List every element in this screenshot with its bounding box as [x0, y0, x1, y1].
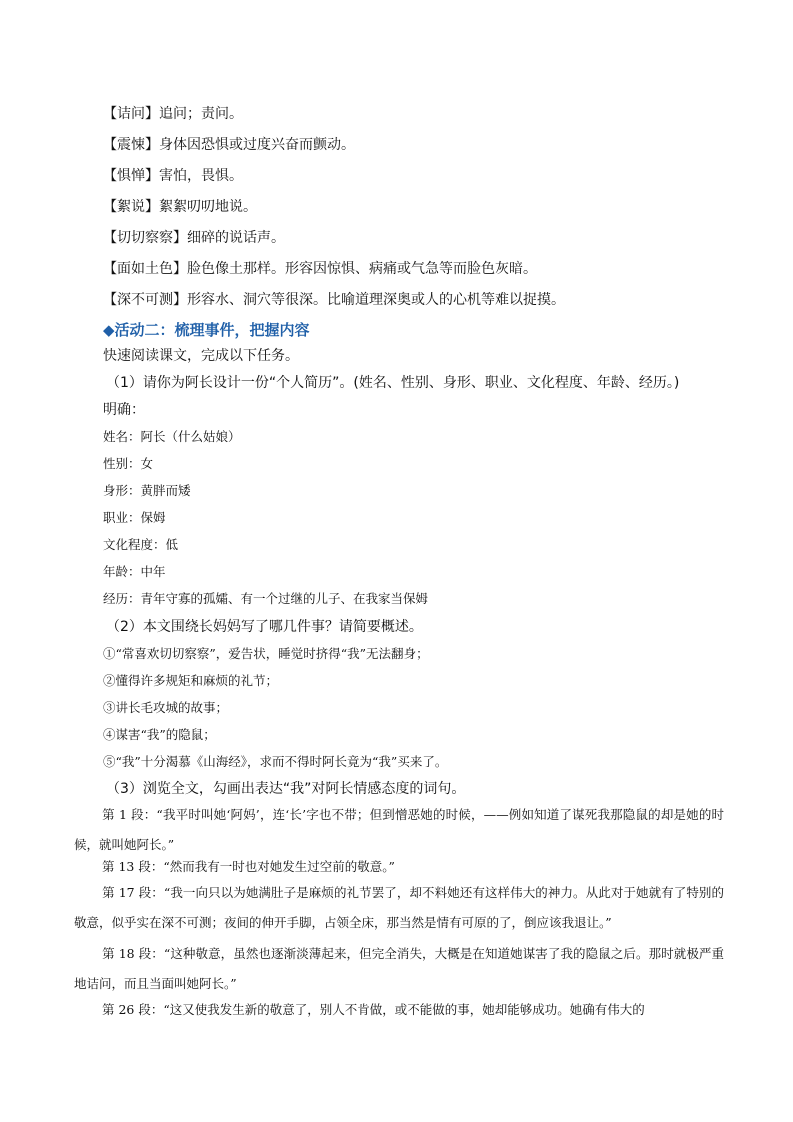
event-item: ①“常喜欢切切察察”，爱告状，睡觉时挤得“我”无法翻身； [103, 646, 429, 661]
activity-intro: 快速阅读课文，完成以下任务。 [103, 348, 299, 364]
quote-paragraph: 第 1 段：“我平时叫她‘阿妈’，连‘长’字也不带；但到憎恶她的时候，——例如知道了谋死我那隐鼠的却是她的时候，就叫她阿长。” [74, 807, 724, 852]
vocab-term: 【絮说】 [103, 199, 159, 215]
vocab-definition: 脸色像土那样。形容因惊惧、病痛或气急等而脸色灰暗。 [187, 261, 537, 277]
vocab-term: 【面如土色】 [103, 261, 187, 277]
vocab-definition: 细碎的说话声。 [187, 230, 285, 246]
diamond-icon: ◆ [103, 321, 115, 339]
question-1: （1）请你为阿长设计一份“个人简历”。(姓名、性别、身形、职业、文化程度、年龄、经历。) [106, 375, 680, 391]
vocab-entry [103, 166, 243, 186]
vocab-definition: 追问；责问。 [159, 106, 243, 122]
vocab-term: 【诘问】 [103, 106, 159, 122]
vocab-entry [103, 104, 243, 124]
section-heading [103, 320, 310, 340]
vocab-entry [103, 290, 565, 310]
resume-line: 职业：保姆 [103, 510, 166, 525]
event-item: ⑤“我”十分渴慕《山海经》，求而不得时阿长竟为“我”买来了。 [103, 754, 448, 769]
event-item: ④谋害“我”的隐鼠； [103, 727, 216, 742]
quote-paragraph: 第 17 段：“我一向只以为她满肚子是麻烦的礼节罢了，却不料她还有这样伟大的神力。从此对于她就有了特别的敬意，似乎实在深不可测；夜间的伸开手脚，占领全床，那当然是情有可原的了，倒应该我退让。” [74, 885, 724, 930]
resume-line: 身形：黄胖而矮 [103, 483, 191, 498]
vocab-definition: 身体因恐惧或过度兴奋而颤动。 [159, 137, 355, 153]
quote-paragraph: 第 26 段：“这又使我发生新的敬意了，别人不肯做，或不能做的事，她却能够成功。她确有伟大的 [102, 1002, 645, 1017]
vocab-entry [103, 228, 285, 248]
resume-line: 年龄：中年 [103, 564, 166, 579]
question-2: （2）本文围绕长妈妈写了哪几件事？请简要概述。 [106, 619, 423, 635]
question-3: （3）浏览全文，勾画出表达“我”对阿长情感态度的词句。 [106, 781, 466, 797]
event-item: ②懂得许多规矩和麻烦的礼节； [103, 673, 279, 688]
vocab-definition: 害怕，畏惧。 [159, 168, 243, 184]
vocab-definition: 形容水、洞穴等很深。比喻道理深奥或人的心机等难以捉摸。 [187, 292, 565, 308]
event-item: ③讲长毛攻城的故事； [103, 700, 229, 715]
resume-line: 姓名：阿长（什么姑娘） [103, 429, 241, 444]
vocab-entry [103, 259, 537, 279]
vocab-term: 【惧惮】 [103, 168, 159, 184]
answer-label: 明确： [103, 402, 145, 418]
vocab-entry [103, 197, 257, 217]
section-title: 活动二：梳理事件，把握内容 [114, 321, 310, 339]
vocab-definition: 絮絮叨叨地说。 [159, 199, 257, 215]
resume-line: 经历：青年守寡的孤孀、有一个过继的儿子、在我家当保姆 [103, 591, 429, 606]
vocab-entry [103, 135, 355, 155]
quote-paragraph: 第 13 段：“然而我有一时也对她发生过空前的敬意。” [102, 859, 395, 874]
vocab-term: 【切切察察】 [103, 230, 187, 246]
resume-line: 性别：女 [103, 456, 154, 471]
quote-paragraph: 第 18 段：“这种敬意，虽然也逐渐淡薄起来，但完全消失，大概是在知道她谋害了我的隐鼠之后。那时就极严重地诘问，而且当面叫她阿长。” [74, 946, 724, 991]
resume-line: 文化程度：低 [103, 537, 179, 552]
vocab-term: 【深不可测】 [103, 292, 187, 308]
vocab-term: 【震悚】 [103, 137, 159, 153]
